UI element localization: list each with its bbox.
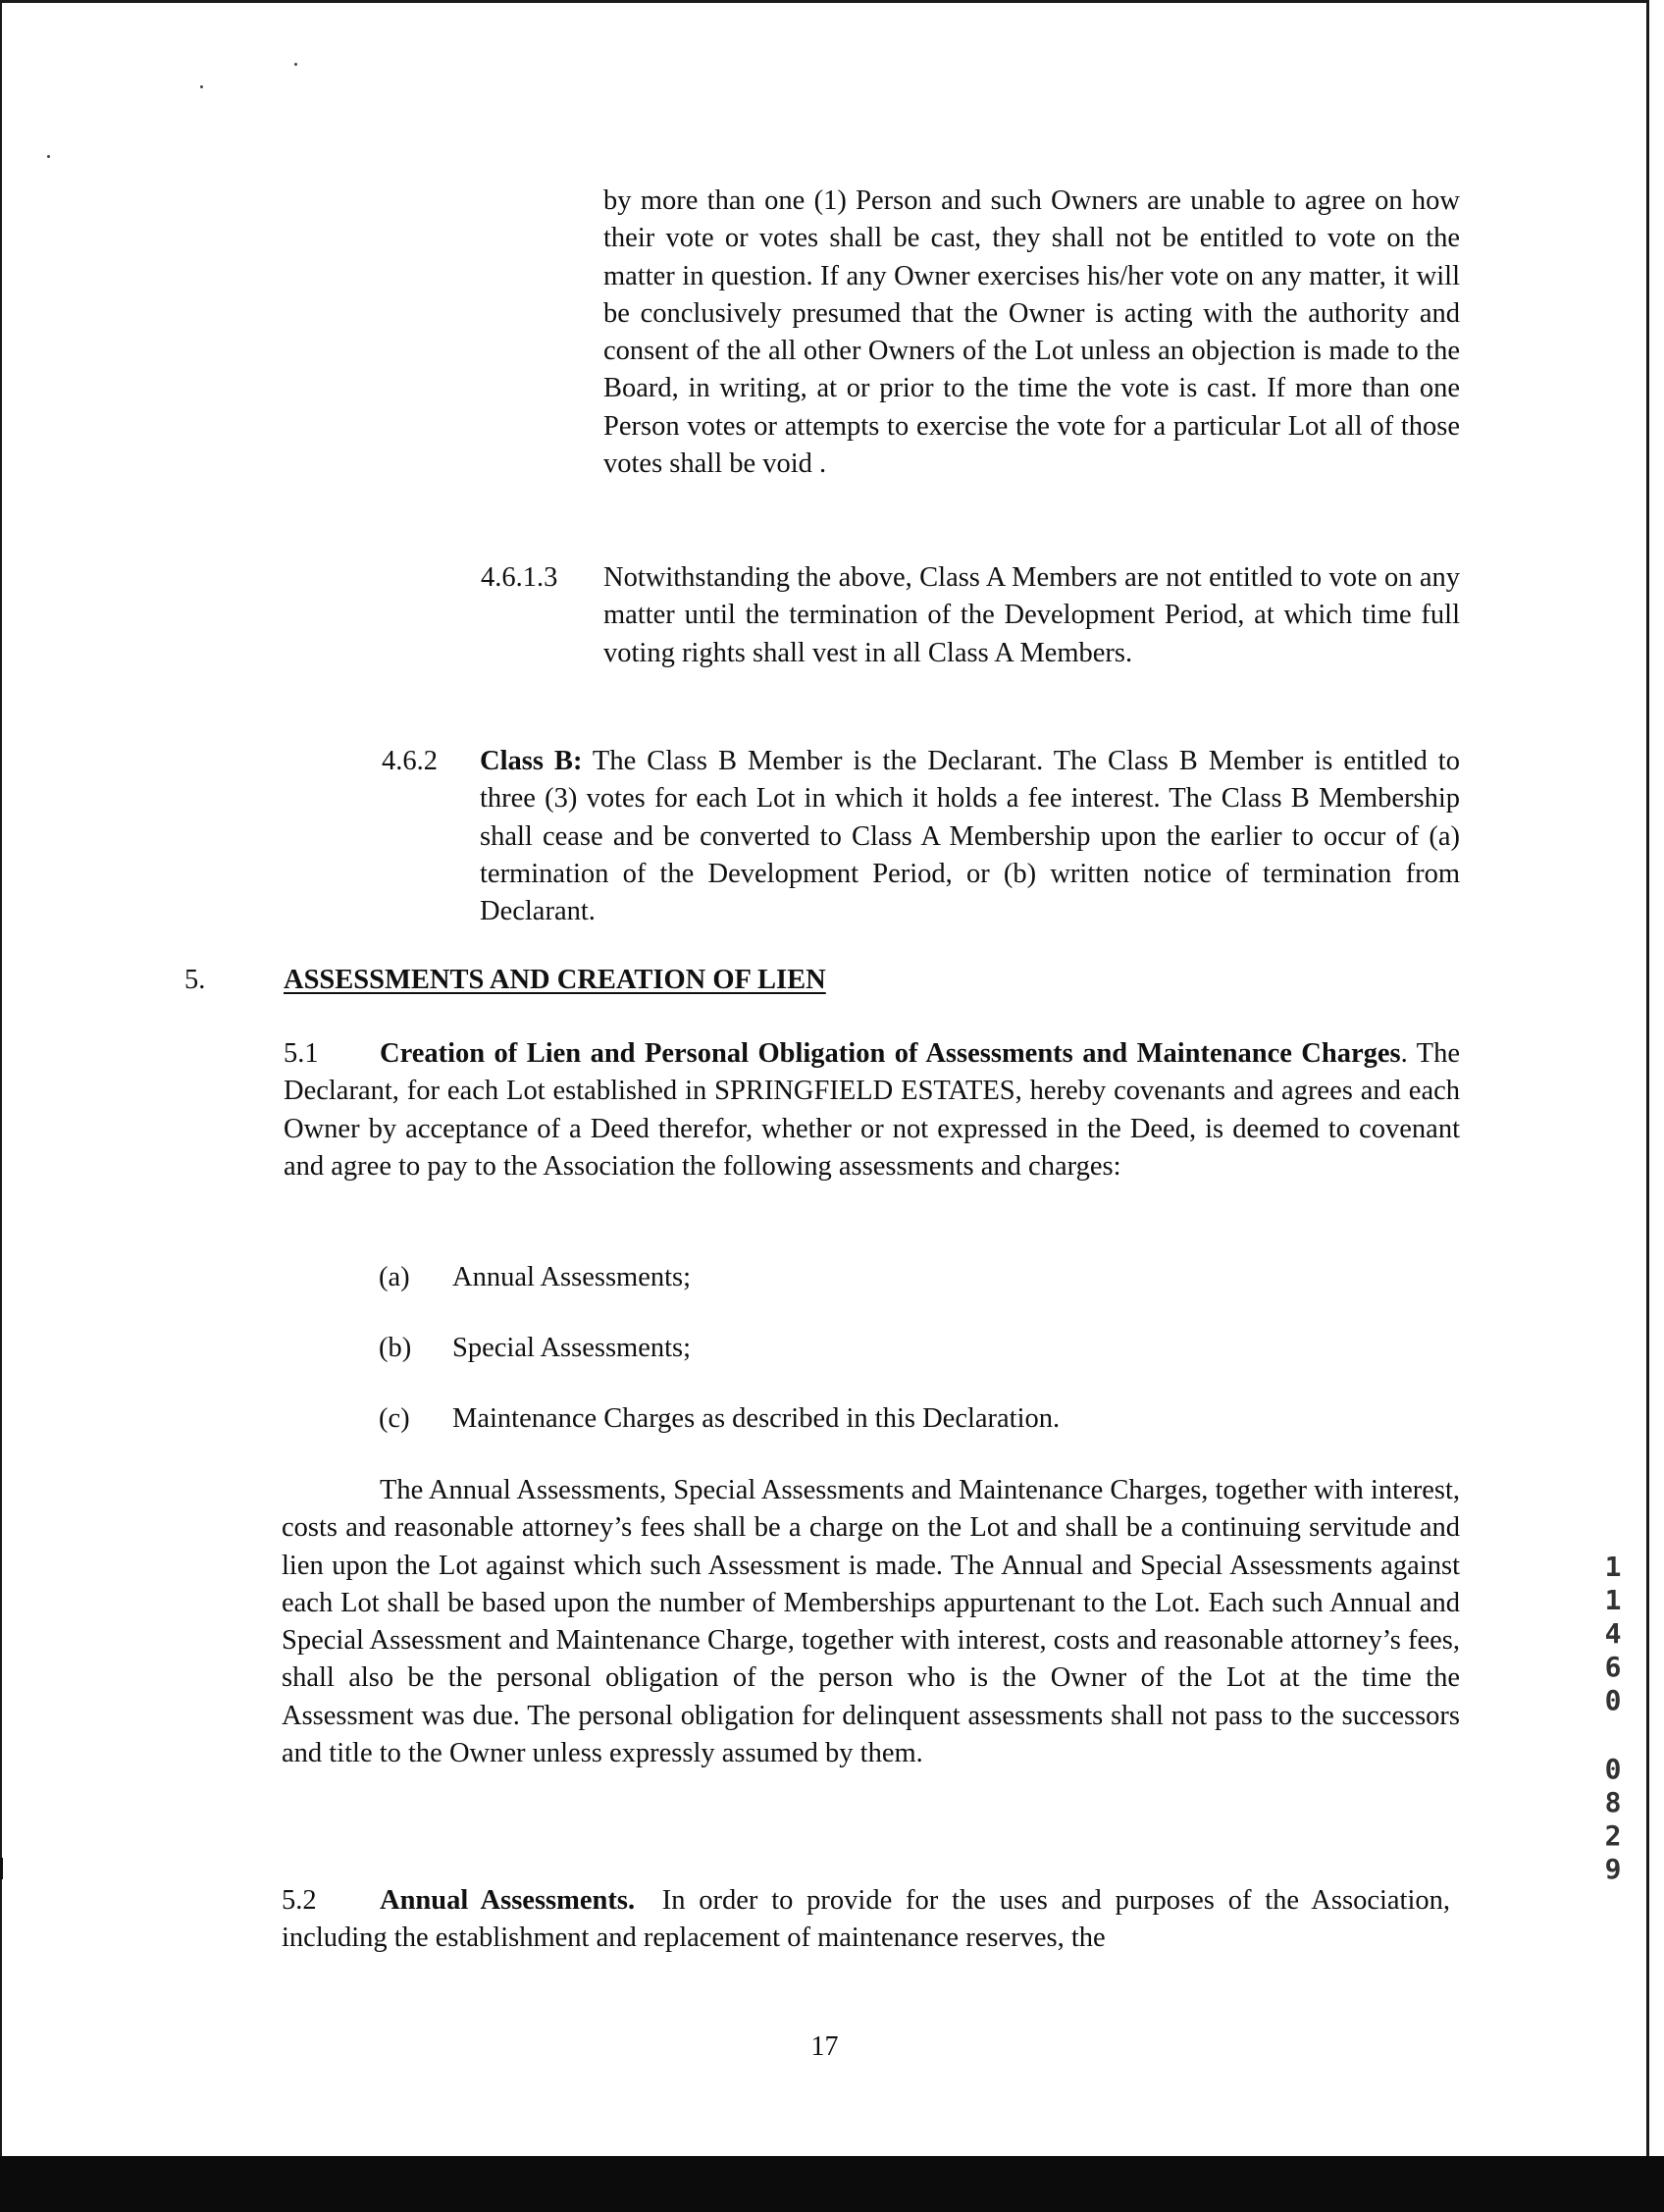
section-number-5-1: 5.1 [284,1038,319,1069]
stamp-digit: 0 [1604,1684,1622,1716]
section-5-1-text: . The Declarant, for each Lot established in SPRINGFIELD ESTATES, hereby covenants and agrees and each Owner by acceptance of a Deed therefor, whether or not expressed in the Deed, is deemed to covenant and agree to pay to the Association the following assessments and charges: [284,1038,1460,1182]
section-4-6-2-title: Class B: [480,746,583,776]
list-label-c: (c) [379,1403,410,1434]
continuation-paragraph: by more than one (1) Person and such Owners are unable to agree on how their vote or votes shall be cast, they shall not be entitled to vote on the matter in question. If any Owner exercises his/her vote on any matter, it will be conclusively presumed that the Owner is acting with the authority and consent of the all other Owners of the Lot unless an objection is made to the Board, in writing, at or prior to the time the vote is cast. If more than one Person votes or attempts to exercise the vote for a particular Lot all of those votes shall be void . [603,185,1460,480]
section-5-2-title: Annual Assessments. [380,1885,636,1916]
scan-bottom-border [0,2156,1664,2212]
section-4-6-1-3-text: Notwithstanding the above, Class A Members are not entitled to vote on any matter until the termination of the Development Period, at which time full voting rights shall vest in all Class A Members. [603,562,1460,668]
list-item-b: Special Assessments; [452,1333,692,1363]
section-5-1-title: Creation of Lien and Personal Obligation of Assessments and Maintenance Charges [380,1038,1401,1069]
section-5-heading: ASSESSMENTS AND CREATION OF LIEN [284,965,826,995]
scan-edge-mark [0,1858,3,1879]
assessments-body-text: The Annual Assessments, Special Assessments and Maintenance Charges, together with interest, costs and reasonable attorney’s fees shall be a charge on the Lot and shall be a continuing servitude and lien upon the Lot against which such Assessment is made. The Annual and Special Assessments against each Lot shall be based upon the number of Memberships appurtenant to the Lot. Each such Annual and Special Assessment and Maintenance Charge, together with interest, costs and reasonable attorney’s fees, shall also be the personal obligation of the person who is the Owner of the Lot at the time the Assessment was due. The personal obligation for delinquent assessments shall not pass to the successors and title to the Owner unless expressly assumed by them. [282,1475,1460,1769]
stamp-digit: 8 [1604,1786,1622,1818]
assessments-body-paragraph [282,1472,1460,1772]
recording-stamp-bottom [1599,1753,1627,1886]
page-number: 17 [810,2031,839,2062]
stamp-digit: 2 [1604,1819,1622,1852]
section-5-2-paragraph [282,1882,1450,1958]
list-item-a: Annual Assessments; [452,1262,692,1292]
stamp-digit: 4 [1604,1617,1622,1650]
section-number-4-6-1-3: 4.6.1.3 [481,562,558,593]
stamp-digit: 1 [1604,1551,1622,1583]
scan-speck [294,63,297,66]
section-number-5-2: 5.2 [282,1885,317,1916]
list-label-b: (b) [379,1333,412,1363]
scan-speck [200,85,203,88]
stamp-digit: 1 [1604,1584,1622,1616]
list-label-a: (a) [379,1262,410,1292]
section-number-5: 5. [184,965,206,995]
section-number-4-6-2: 4.6.2 [382,746,438,776]
stamp-digit: 9 [1604,1853,1622,1885]
section-4-6-2-paragraph [480,743,1460,930]
scan-speck [47,155,50,158]
stamp-digit: 0 [1604,1753,1622,1785]
section-5-1-paragraph [284,1035,1460,1185]
stamp-digit: 6 [1604,1651,1622,1683]
section-5-2-text: In order to provide for the uses and purposes of the Association, including the establishment and replacement of maintenance reserves, the [282,1885,1451,1954]
section-4-6-2-text: The Class B Member is the Declarant. The Class B Member is entitled to three (3) votes for each Lot in which it holds a fee interest. The Class B Membership shall cease and be converted to Class A Membership upon the earlier to occur of (a) termination of the Development Period, or (b) written notice of termination from Declarant. [480,746,1460,927]
recording-stamp-top [1599,1551,1627,1717]
list-item-c: Maintenance Charges as described in this Declaration. [452,1403,1061,1434]
